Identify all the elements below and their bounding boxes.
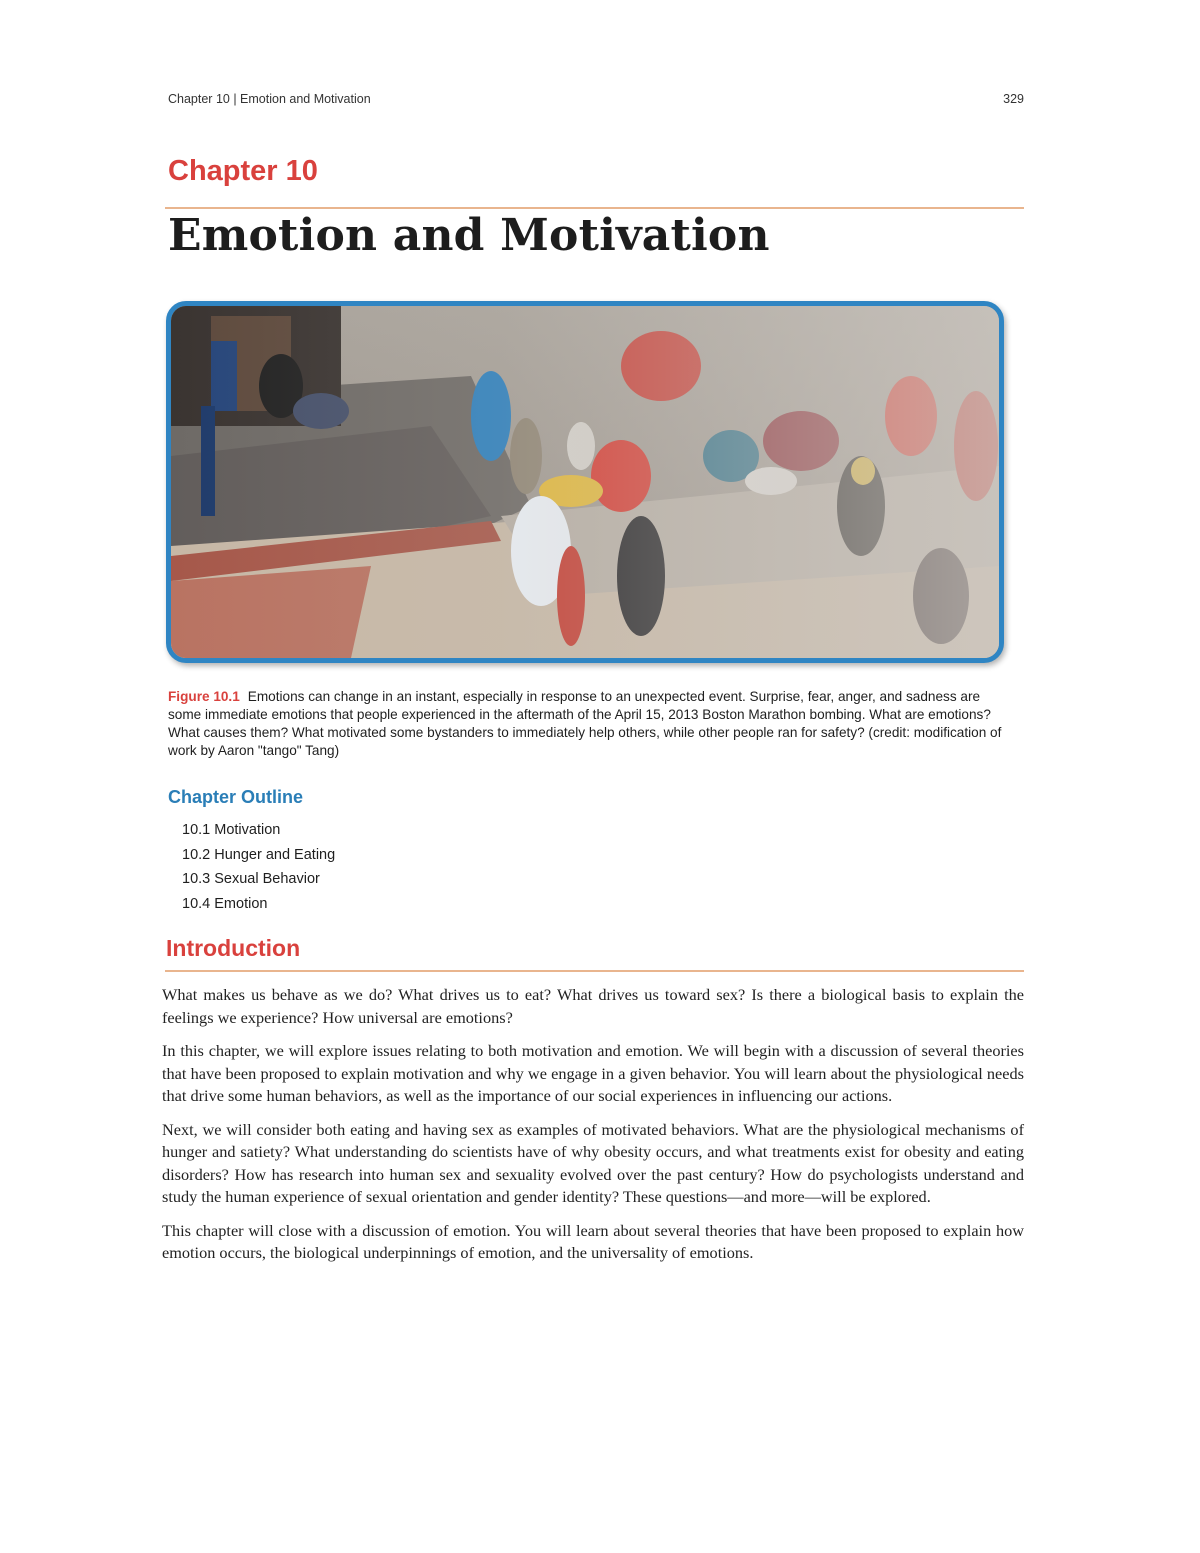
- chapter-title: Emotion and Motivation: [168, 210, 770, 261]
- running-head: [168, 92, 1024, 106]
- chapter-label: Chapter 10: [168, 155, 318, 187]
- introduction-rule: [165, 970, 1024, 972]
- paragraph: Next, we will consider both eating and having sex as examples of motivated behaviors. What are the physiological mechanisms of hunger and satiety? What understanding do scientists have of why obesity occurs, and what treatments exist for obesity and eating disorders? How has research into human sex and sexuality evolved over the past century? How do psychologists understand and study the human experience of sexual orientation and gender identity? These questions—and more—will be explored.: [162, 1119, 1024, 1206]
- introduction-heading: Introduction: [166, 935, 301, 961]
- chapter-outline-heading: Chapter Outline: [168, 787, 304, 807]
- outline-item: 10.3 Sexual Behavior: [182, 871, 320, 887]
- running-head-title: Chapter 10 | Emotion and Motivation: [168, 92, 371, 106]
- paragraph: In this chapter, we will explore issues relating to both motivation and emotion. We will begin with a discussion of several theories that have been proposed to explain motivation and why we engage in a given behavior. You will learn about the physiological needs that drive some human behaviors, as well as the importance of our social experiences in influencing our actions.: [162, 1041, 1024, 1105]
- outline-item: 10.1 Motivation: [182, 822, 281, 838]
- figure-caption-text: Emotions can change in an instant, especially in response to an unexpected event. Surprise, fear, anger, and sadness are some immediate emotions that people experienced in the aftermath of the April 15, 2013 Boston Marathon bombing. What are emotions? What causes them? What motivated some bystanders to immediately help others, while other people ran for safety? (credit: modification of work by Aaron "tango" Tang): [168, 689, 1002, 758]
- figure-label: Figure 10.1: [168, 689, 240, 704]
- outline-item: 10.2 Hunger and Eating: [182, 846, 336, 863]
- chapter-outline-list: [182, 818, 335, 916]
- chapter-opening-photo: [166, 301, 1004, 663]
- figure-caption: [168, 688, 1008, 760]
- paragraph: This chapter will close with a discussion of emotion. You will learn about several theories that have been proposed to explain how emotion occurs, the biological underpinnings of emotion, and the universality of emotions.: [162, 1220, 1024, 1262]
- introduction-body: [162, 984, 1024, 1276]
- crowd-scene-photo: [171, 306, 999, 658]
- chapter-title-rule: [165, 207, 1024, 209]
- outline-item: 10.4 Emotion: [182, 895, 268, 912]
- page-number: 329: [1003, 92, 1024, 106]
- paragraph: What makes us behave as we do? What drives us to eat? What drives us toward sex? Is there a biological basis to explain the feelings we experience? How universal are emotions?: [162, 985, 1024, 1027]
